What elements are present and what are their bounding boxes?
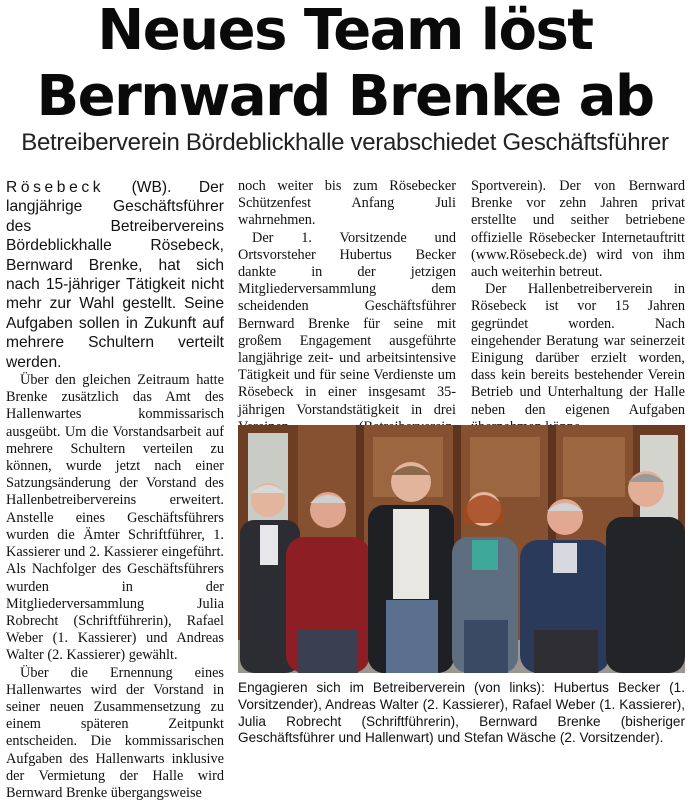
body-paragraph: Der Hallenbetreiberverein in Rösebeck ist vor 15 Jahren gegründet worden. Nach eingehender Beratung war seinerzeit Einigung darüber erzielt worden, dass kein bereits bestehender Verein Betrieb und Unterhaltung der Halle neben den eigenen Aufgaben xyxy=(471,281,685,418)
body-paragraph: noch weiter bis zum Rösebecker Schützenfest Anfang Juli wahrnehmen. xyxy=(238,178,456,229)
article-column-1 xyxy=(6,178,224,802)
subheadline: Betreiberverein Bördeblickhalle verabschiedet Geschäftsführer xyxy=(21,129,669,156)
article-column-2 xyxy=(238,178,456,453)
group-photo xyxy=(238,425,685,673)
body-paragraph: Über den gleichen Zeitraum hatte Brenke zusätzlich das Amt des Hallenwartes kommissarisch ausgeübt. Um die Vorstandsarbeit auf mehrere Schultern verteilen zu können, wurde jetzt nach einer Satzungsänderung der Vorstand des Hallenbetreibervereins erweitert. Anstelle eines Geschäftsführers wurden die Ämter Schriftführer, 1. Kassierer und 2. Kassierer eingeführt. Als Nachfolger des Geschäftsführers wurden in der Mitgliederversammlung Julia Robrecht (Schriftführerin), Rafael Weber (1. Kassierer) und Andreas Walter (2. Kassierer) gewählt. xyxy=(6,372,224,664)
dateline: Rösebeck xyxy=(6,179,105,196)
article-column-3 xyxy=(471,178,685,436)
group-photo-illustration xyxy=(238,425,685,673)
lead-text: (WB). Der langjährige Geschäftsführer des Betreibervereins Bördeblickhalle Rösebeck, Bernward Brenke, hat sich nach 15-jähriger Tätigkeit nicht mehr zur Wahl gestellt. Seine Aufgaben sollen in Zukunft auf mehrere Schultern verteilt werden. xyxy=(6,179,224,371)
body-paragraph: Sportverein). Der von Bernward Brenke vor zehn Jahren privat erstellte und seither betriebene offizielle Rösebecker Internetauftritt (www.Rösebeck.de) wird von ihm auch weiterhin betreut. xyxy=(471,178,685,281)
body-paragraph: Über die Ernennung eines Hallenwartes wird der Vorstand in seiner neuen Zusammensetzung zu einem späteren Zeitpunkt entscheiden. Die kommissarischen Aufgaben des Hallenwarts inklusive der Vermietung der Halle wird Bernward Brenke übergangsweise xyxy=(6,664,224,801)
headline-line-2: Bernward Brenke ab xyxy=(36,64,654,129)
lead-paragraph xyxy=(6,178,224,372)
body-paragraph: Der 1. Vorsitzende und Ortsvorsteher Hubertus Becker dankte in der jetzigen Mitgliederversammlung dem scheidenden Geschäftsführer Bernward Brenke für seine mit großem Engagement ausgeführte langjährige zeit- und arbeitsintensive Tätigkeit und für seine Verdienste um Rösebeck in einer insgesamt 35-jährigen Vorstandstätigkeit in drei xyxy=(238,229,456,418)
photo-caption: Engagieren sich im Betreiberverein (von links): Hubertus Becker (1. Vorsitzender), Andreas Walter (2. Kassierer), Rafael Weber (1. Kassierer), Julia Robrecht (Schriftführerin), Bernward Brenke (bisheriger Geschäftsführer und Hallenwart) und Stefan Wäsche (2. Vorsitzender). xyxy=(238,680,685,746)
headline-line-1: Neues Team löst xyxy=(97,0,593,63)
